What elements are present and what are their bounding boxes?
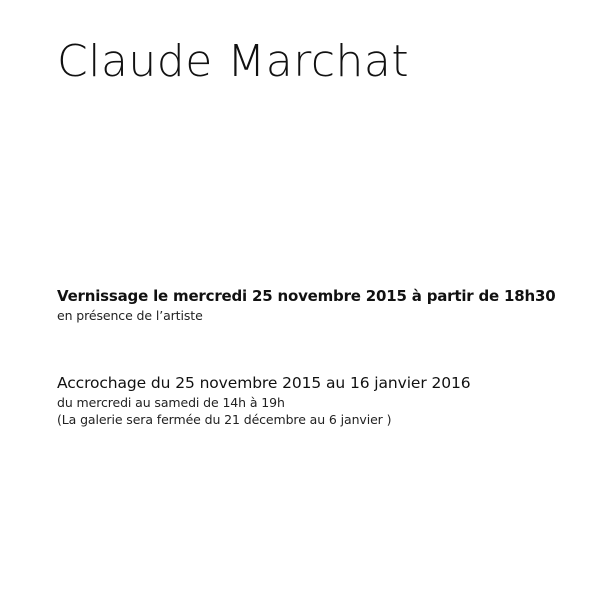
- artist-name: Claude Marchat: [57, 36, 410, 87]
- opening-hours: du mercredi au samedi de 14h à 19h: [57, 395, 285, 410]
- closure-notice: (La galerie sera fermée du 21 décembre au 6 janvier ): [57, 412, 392, 427]
- accrochage-section: [57, 373, 471, 428]
- vernissage-section: [57, 286, 555, 324]
- accrochage-heading: Accrochage du 25 novembre 2015 au 16 janvier 2016: [57, 374, 471, 392]
- vernissage-note: en présence de l’artiste: [57, 308, 203, 323]
- vernissage-heading: Vernissage le mercredi 25 novembre 2015 à partir de 18h30: [57, 287, 556, 305]
